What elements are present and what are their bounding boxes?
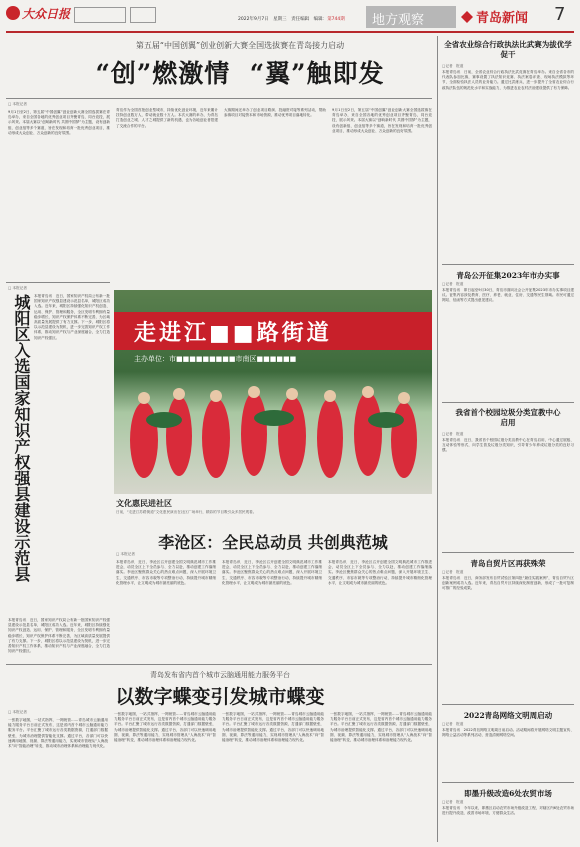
brief-rule-4 <box>442 704 574 705</box>
right-column <box>442 36 574 842</box>
lead-rule <box>6 98 432 99</box>
left-story-title: 城阳区入选国家知识产权强县建设示范县 <box>12 294 31 582</box>
brief-title-4: 青岛自贸片区再获殊荣 <box>470 559 546 568</box>
left-story-rule <box>6 282 110 283</box>
page-number: 7 <box>554 4 566 25</box>
performers-group <box>124 370 424 480</box>
brief-title-2: 青岛公开征集2023年市办实事 <box>456 271 560 280</box>
photo-sub-text: 主办单位：市■■■■■■■■■市南区■■■■■■ <box>134 355 297 363</box>
photo-banner-text: 走进江■■路街道 <box>134 320 332 346</box>
brief-title-5: 2022青岛网络文明周启动 <box>463 711 553 720</box>
masthead <box>6 4 574 30</box>
mid-story-byline: □ 本报记者 <box>116 552 135 556</box>
brief-text-2: 本报青岛讯 即日起至9月30日，青岛市面向社会公开征集2023年市办实事项目建议。征集内容涉及教育、医疗、养老、就业、住房、交通等民生领域。市民可通过网站、信函等方式提出意见建议。 <box>442 288 574 303</box>
masthead-info-box <box>74 7 126 23</box>
brief-text-6: 本报青岛讯 今年以来，即墨区启动农贸市场升级改造工程，对辖区内6处农贸市场进行提升改造，改善市场环境，方便群众生活。 <box>442 806 574 816</box>
lead-headline: “创”燃激情 “翼”触即发 <box>95 59 385 88</box>
lead-byline: □ 本报记者 <box>8 102 27 106</box>
bottom-story-col3: 一张数字地图，一站式指挥，一网统管……青岛城市云脑通用能力服务平台日前正式发布，这是省内首个城市云脑通用能力服务平台。平台汇聚了城市运行各类数据资源，打通部门数据壁垒，为城市治理提供智能化支撑。通过平台，各部门可以快速调用地图、视频、算法等通用能力，实现城市管理从“人海战术”向“智能治理”转变，推动城市治理体系和治理能力现代化。 <box>222 712 324 743</box>
right-column-divider <box>437 36 438 842</box>
left-story-text-tail: 本报青岛讯 近日，国家知识产权局公布新一批国家知识产权强县建设示范县名单，城阳区成功入选。近年来，城阳区持续强化知识产权创造、运用、保护、管理和服务，全区发明专利拥有量稳步增长，知识产权保护体系不断完善，为区域高质量发展提供了有力支撑。下一步，城阳区将以示范县建设为契机，进一步完善知识产权工作体系，推动知识产权与产业深度融合，全力打造知识产权强区。 <box>8 618 110 654</box>
date-line: 2022年9月7日 星期三 责任编辑 编辑：第744期 <box>238 17 345 22</box>
lead-kicker: 第五届“中国创翼”创业创新大赛全国选拔赛在青岛接力启动 <box>135 41 345 50</box>
brief-byline-5: □记者 报道 <box>442 722 464 726</box>
left-story-byline: □ 本报记者 <box>8 286 27 290</box>
mid-story-col1: 本报青岛讯 近日，李沧区召开创建全国文明典范城市工作推进会，动员全区上下全员参与、全力以赴，推动创建工作落细落实。李沧区聚焦群众关心的热点难点问题，深入开展环境卫生、交通秩序、市容市貌等专项整治行动，持续提升城市精细化管理水平，让文明成为城市最亮丽的底色。 <box>116 560 216 585</box>
brief-rule-1 <box>442 264 574 265</box>
bottom-story-col1: 一张数字地图，一站式指挥，一网统管……青岛城市云脑通用能力服务平台日前正式发布，这是省内首个城市云脑通用能力服务平台。平台汇聚了城市运行各类数据资源，打通部门数据壁垒，为城市治理提供智能化支撑。通过平台，各部门可以快速调用地图、视频、算法等通用能力，实现城市管理从“人海战术”向“智能治理”转变，推动城市治理体系和治理能力现代化。 <box>8 718 108 749</box>
bottom-story-title: 以数字蝶变引发城市蝶变 <box>115 686 325 708</box>
bottom-story-col4: 一张数字地图，一站式指挥，一网统管……青岛城市云脑通用能力服务平台日前正式发布，这是省内首个城市云脑通用能力服务平台。平台汇聚了城市运行各类数据资源，打通部门数据壁垒，为城市治理提供智能化支撑。通过平台，各部门可以快速调用地图、视频、算法等通用能力，实现城市管理从“人海战术”向“智能治理”转变，推动城市治理体系和治理能力现代化。 <box>330 712 432 743</box>
brief-text-4: 本报青岛讯 近日，商务部发布自贸试验区第四批“最佳实践案例”，青岛自贸片区创新案例成功入选。近年来，青岛自贸片区持续深化制度创新，形成了一批可复制可推广的经验成果。 <box>442 576 574 591</box>
section-name: 青岛新闻 <box>476 11 529 26</box>
brief-title-3: 我省首个校园垃圾分类宣教中心启用 <box>455 408 561 427</box>
mid-story-title: 李沧区：全民总动员 共创典范城 <box>158 533 388 552</box>
bottom-story-kicker: 青岛发布省内首个城市云脑通用能力服务平台 <box>150 671 290 679</box>
brief-title-1: 全省农业综合行政执法比武赛为拔优学促干 <box>444 40 572 59</box>
brief-byline-6: □记者 报道 <box>442 800 464 804</box>
lead-text-col3: 大赛期间还举办了创业项目路演、投融资对接等系列活动，帮助参赛项目对接资本和市场资源，推动优秀项目落地转化。 <box>224 108 326 118</box>
lead-text-col1: 9月1日至2日，第五届“中国创翼”创业创新大赛全国选拔赛在青岛举办，来自全国各地的优秀创业项目齐聚青岛，同台竞技，展示风采。本届大赛以“创响新时代 共圆中国梦”为主题，设有创新组、创业组等多个赛道，旨在发现和培育一批优秀创业项目，推动形成大众创业、万众创新的良好氛围。 <box>8 110 110 135</box>
qr-code-box <box>130 7 156 23</box>
brief-rule-5 <box>442 782 574 783</box>
lead-text-col4: 9月1日至2日，第五届“中国创翼”创业创新大赛全国选拔赛在青岛举办，来自全国各地的优秀创业项目齐聚青岛，同台竞技，展示风采。本届大赛以“创响新时代 共圆中国梦”为主题，设有创新组、创业组等多个赛道，旨在发现和培育一批优秀创业项目，推动形成大众创业、万众创新的良好氛围。 <box>332 108 432 133</box>
section-label: 地方观察 <box>372 13 425 28</box>
bottom-story-rule <box>6 664 432 665</box>
photo-caption-text: 日前，“走进江苏路街道”文化惠民演出在社区广场举行，精彩的节目吸引众多居民观看。 <box>116 510 257 514</box>
section-label-box <box>366 6 456 28</box>
left-story-text: 本报青岛讯 近日，国家知识产权局公布新一批国家知识产权强县建设示范县名单，城阳区成功入选。近年来，城阳区持续强化知识产权创造、运用、保护、管理和服务，全区发明专利拥有量稳步增长，知识产权保护体系不断完善，为区域高质量发展提供了有力支撑。下一步，城阳区将以示范县建设为契机，进一步完善知识产权工作体系，推动知识产权与产业深度融合，全力打造知识产权强区。 <box>34 294 110 340</box>
mid-story-col3: 本报青岛讯 近日，李沧区召开创建全国文明典范城市工作推进会，动员全区上下全员参与、全力以赴，推动创建工作落细落实。李沧区聚焦群众关心的热点难点问题，深入开展环境卫生、交通秩序、市容市貌等专项整治行动，持续提升城市精细化管理水平，让文明成为城市最亮丽的底色。 <box>328 560 432 585</box>
brief-text-3: 本报青岛讯 近日，我省首个校园垃圾分类宣教中心在青岛启用，中心通过展板、互动体验等形式，向学生普及垃圾分类知识，引导青少年养成垃圾分类的良好习惯。 <box>442 438 574 453</box>
brief-byline-1: □记者 报道 <box>442 64 464 68</box>
qingdao-emblem-icon <box>460 9 474 23</box>
brief-rule-2 <box>442 402 574 403</box>
lead-text-col2: 青岛作为全国首批创业型城市，持续优化创业环境，近年来累计扶持创业数万人，带动就业数十万人。本次大赛的举办，为青岛打造创业之城、人才之城提供了新的机遇，也为各地创业者搭建了交流合作的平台。 <box>116 108 218 128</box>
brief-rule-3 <box>442 552 574 553</box>
event-photo <box>114 290 432 494</box>
brief-text-5: 本报青岛讯 2022青岛网络文明周日前启动。活动期间将开展网络文明主题宣传、网络公益活动等系列活动，营造清朗网络空间。 <box>442 728 574 738</box>
masthead-rule <box>6 31 574 33</box>
brief-text-1: 本报青岛讯 日前，全省农业综合行政执法比武竞赛在青岛举办。来自全省各市的代表队参加比赛，赛事设置了执法知识竞赛、执法案卷评查、现场执法模拟等环节，全面检验执法人员的业务能力。通过比武练兵，进一步提升了全省农业综合行政执法队伍的规范化水平和实战能力，为推进农业农村法治建设提供了有力保障。 <box>442 70 574 90</box>
newspaper-logo: 大众日报 <box>22 7 71 21</box>
brief-title-6: 即墨升级改造6处农贸市场 <box>464 789 552 798</box>
brief-byline-4: □记者 报道 <box>442 570 464 574</box>
bottom-story-byline: □ 本报记者 <box>8 710 27 714</box>
photo-banner <box>114 312 432 350</box>
mid-story-col2: 本报青岛讯 近日，李沧区召开创建全国文明典范城市工作推进会，动员全区上下全员参与、全力以赴，推动创建工作落细落实。李沧区聚焦群众关心的热点难点问题，深入开展环境卫生、交通秩序、市容市貌等专项整治行动，持续提升城市精细化管理水平，让文明成为城市最亮丽的底色。 <box>222 560 322 585</box>
brief-byline-2: □记者 报道 <box>442 282 464 286</box>
logo-icon <box>6 6 20 20</box>
brief-byline-3: □记者 报道 <box>442 432 464 436</box>
bottom-story-col2: 一张数字地图，一站式指挥，一网统管……青岛城市云脑通用能力服务平台日前正式发布，这是省内首个城市云脑通用能力服务平台。平台汇聚了城市运行各类数据资源，打通部门数据壁垒，为城市治理提供智能化支撑。通过平台，各部门可以快速调用地图、视频、算法等通用能力，实现城市管理从“人海战术”向“智能治理”转变，推动城市治理体系和治理能力现代化。 <box>114 712 216 743</box>
photo-caption-title: 文化惠民进社区 <box>116 498 172 508</box>
